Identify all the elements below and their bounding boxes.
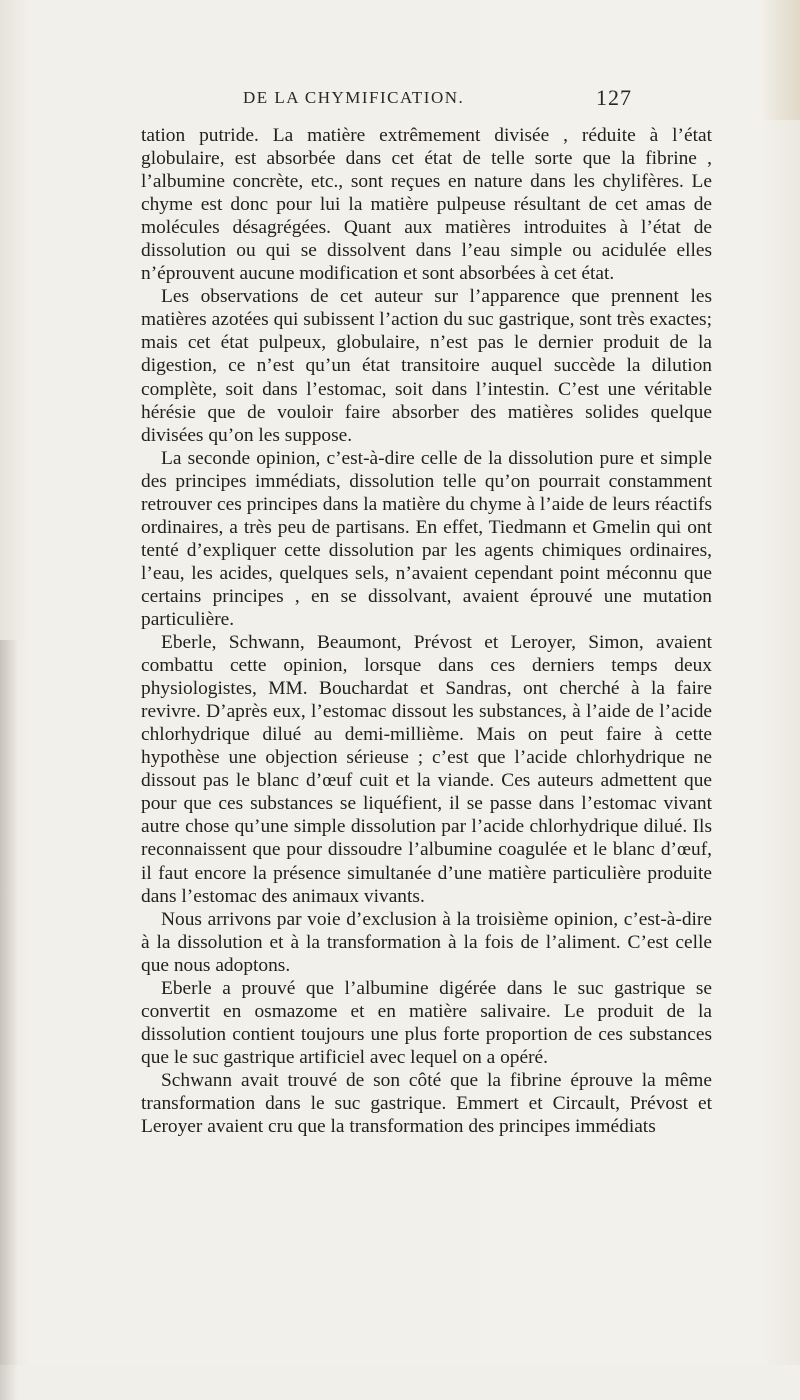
paragraph-3: La seconde opinion, c’est-à-dire celle de la dissolution pure et simple des principes immédiats, dissolution telle qu’on pourrait constamment retrouver ces principes dans la matière du chyme à l’aide de leurs réactifs ordinaires, a très peu de partisans. En effet, Tiedmann et Gmelin qui ont tenté d’expliquer cette dissolution par les agents chimiques ordinaires, l’eau, les acides, quelques sels, n’avaient cependant point méconnu que certains principes , en se dissolvant, avaient éprouvé une mutation particulière. — [141, 447, 712, 630]
page-header — [0, 85, 800, 118]
body-text — [141, 124, 712, 1138]
running-title: DE LA CHYMIFICATION. — [243, 88, 465, 107]
binding-shadow — [0, 640, 18, 1400]
paragraph-2: Les observations de cet auteur sur l’apparence que prennent les matières azotées qui subissent l’action du suc gastrique, sont très exactes; mais cet état pulpeux, globulaire, n’est pas le dernier produit de la digestion, ce n’est qu’un état transitoire auquel succède la dilution complète, soit dans l’estomac, soit dans l’intestin. C’est une véritable hérésie que de vouloir faire absorber des matières solides quelque divisées qu’on les suppose. — [141, 286, 712, 446]
paragraph-5: Nous arrivons par voie d’exclusion à la troisième opinion, c’est-à-dire à la dissolution et à la transformation à la fois de l’aliment. C’est celle que nous adoptons. — [141, 908, 712, 976]
page-number: 127 — [596, 85, 632, 110]
paragraph-4: Eberle, Schwann, Beaumont, Prévost et Leroyer, Simon, avaient combattu cette opinion, lorsque dans ces derniers temps deux physiologistes, MM. Bouchardat et Sandras, ont cherché à la faire revivre. D’après eux, l’estomac dissout les substances, à l’aide de l’acide chlorhydrique dilué au demi-millième. Mais on peut faire à cette hypothèse une objection sérieuse ; c’est que l’acide chlorhydrique ne dissout pas le blanc d’œuf cuit et la viande. Ces auteurs admettent que pour que ces substances se liquéfient, il se passe dans l’estomac vivant autre chose qu’une simple dissolution par l’acide chlorhydrique dilué. Ils reconnaissent que pour dissoudre l’albumine coagulée et le blanc d’œuf, il faut encore la présence simultanée d’une matière particulière produite dans l’estomac des animaux vivants. — [141, 632, 712, 907]
paragraph-1: tation putride. La matière extrêmement divisée , réduite à l’état globulaire, est absorbée dans cet état de telle sorte que la fibrine , l’albumine concrète, etc., sont reçues en nature dans les chylifères. Le chyme est donc pour lui la matière pulpeuse résultant de cet amas de molécules désagrégées. Quant aux matières introduites à l’état de dissolution ou qui se dissolvent dans l’eau simple ou acidulée elles n’éprouvent aucune modification et sont absorbées à cet état. — [141, 125, 712, 285]
paragraph-6: Eberle a prouvé que l’albumine digérée dans le suc gastrique se convertit en osmazome et en matière salivaire. Le produit de la dissolution contient toujours une plus forte proportion de ces substances que le suc gastrique artificiel avec lequel on a opéré. — [141, 977, 712, 1068]
paragraph-7: Schwann avait trouvé de son côté que la fibrine éprouve la même transformation dans le suc gastrique. Emmert et Circault, Prévost et Leroyer avaient cru que la transformation des principes immédiats — [141, 1069, 712, 1138]
